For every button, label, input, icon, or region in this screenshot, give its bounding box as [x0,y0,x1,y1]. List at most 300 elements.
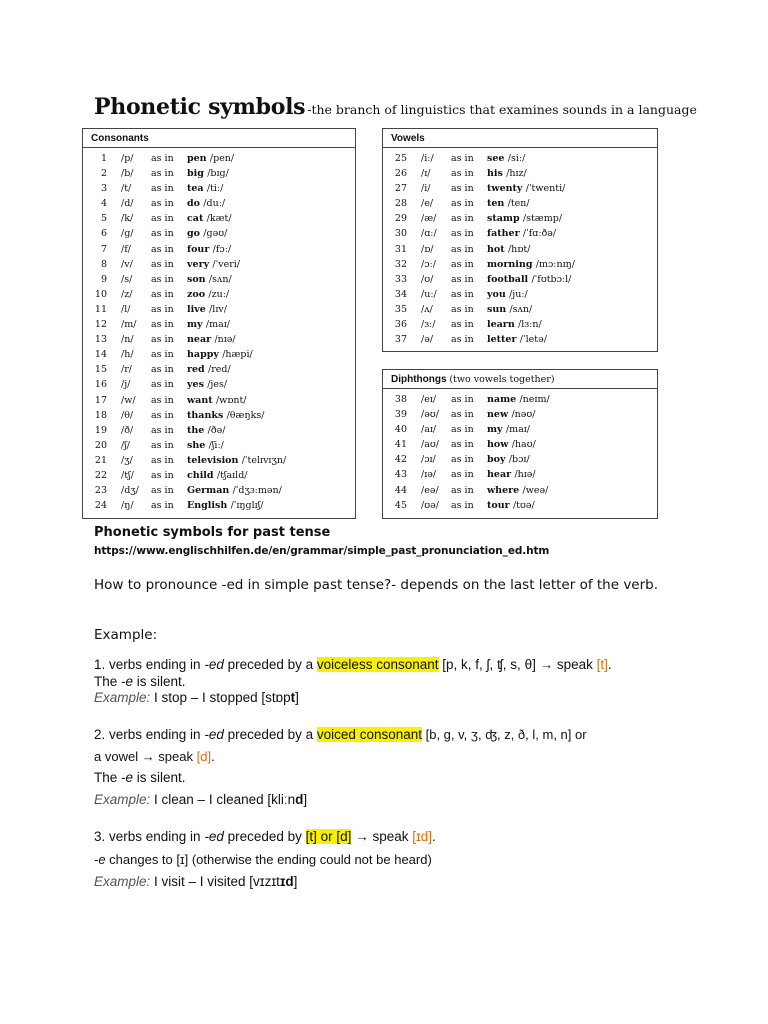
row-number: 15 [94,364,107,376]
table-row [391,226,657,241]
row-word [487,211,562,226]
row-symbol: /h/ [121,349,134,361]
row-word-text: father [487,228,520,240]
row-number: 12 [94,319,107,331]
table-row [91,498,355,513]
table-row [91,483,355,498]
page-title-line [94,94,697,120]
row-symbol: /v/ [121,258,133,270]
row-number: 43 [394,469,407,481]
row-number: 13 [94,334,107,346]
table-row [391,272,657,287]
row-word-text: hot [487,243,505,255]
row-ipa: /tʊə/ [512,499,535,511]
row-ipa: /ˈveri/ [212,258,240,270]
rule-3-example-text: I visit – I visited [vɪzɪt [150,874,280,889]
row-as-in: as in [151,454,174,466]
rule-3-example [94,874,694,889]
table-row [391,242,657,257]
row-ipa: /ˈtelɪvɪʒn/ [241,454,287,466]
row-as-in: as in [151,319,174,331]
rule-1-line [94,657,694,672]
row-symbol: /z/ [121,288,133,300]
row-word-text: morning [487,258,533,270]
row-as-in: as in [451,258,474,270]
row-word-text: learn [487,319,515,331]
row-ipa: /hɪz/ [506,168,527,180]
row-word [487,242,530,257]
row-ipa: /tʃaɪld/ [216,469,248,481]
row-ipa: /duː/ [203,198,226,210]
row-word-text: happy [187,349,219,361]
table-row [391,196,657,211]
row-ipa: /stæmp/ [522,213,563,225]
rule-1-example-close: ] [295,690,299,705]
row-symbol: /ʌ/ [421,303,433,315]
row-word-text: where [487,484,520,496]
row-ipa: /siː/ [507,153,526,164]
row-symbol: /r/ [121,364,132,376]
table-row [91,468,355,483]
row-as-in: as in [151,228,174,240]
row-word [487,166,527,181]
table-row [391,407,657,422]
row-number: 37 [394,334,407,346]
row-as-in: as in [151,485,174,497]
row-word-text: near [187,334,212,346]
row-word [187,302,227,317]
row-ipa: /wɒnt/ [215,394,247,406]
rule-2-example-label: Example: [94,792,151,807]
vowels-table [382,128,658,352]
row-number: 33 [394,273,407,285]
row-number: 18 [94,409,107,421]
row-symbol: /ɔː/ [421,258,436,270]
rule-2-list: [b, g, v, ʒ, ʤ, z, ð, l, m, n] or [422,727,587,742]
row-ipa: /weə/ [522,484,549,496]
row-number: 31 [394,243,407,255]
row-word-text: she [187,439,206,451]
table-row [91,166,355,181]
row-word [487,483,548,498]
row-word [187,408,264,423]
rule-2-line2-text: a vowel → speak [94,749,197,764]
table-row [391,392,657,407]
row-word [187,287,229,302]
row-word-text: football [487,273,529,285]
row-as-in: as in [451,319,474,331]
row-word [487,422,530,437]
rule-1-silent-suffix: is silent. [133,674,186,689]
row-word-text: new [487,409,509,421]
row-word-text: sun [487,303,507,315]
table-row [391,422,657,437]
rule-2-ed: -ed [204,727,224,742]
row-word [487,181,565,196]
row-as-in: as in [451,303,474,315]
row-word [187,151,234,166]
rule-2-prefix: 2. verbs ending in [94,727,205,742]
row-word-text: tour [487,499,510,511]
rule-3-end: . [432,829,436,844]
row-ipa: /bɪg/ [207,168,229,180]
rule-2-middle: preceded by a [223,727,317,742]
row-number: 36 [394,319,407,331]
row-as-in: as in [451,183,474,195]
row-as-in: as in [151,273,174,285]
row-word [187,393,247,408]
row-word-text: big [187,168,204,180]
row-word [187,423,225,438]
row-ipa: /maɪ/ [505,424,531,436]
row-number: 45 [394,499,407,511]
row-number: 21 [94,454,107,466]
row-as-in: as in [151,334,174,346]
row-as-in: as in [451,273,474,285]
table-row [91,151,355,166]
row-ipa: /hɪə/ [514,469,536,481]
table-row [91,347,355,362]
row-number: 30 [394,228,407,240]
rule-1-middle: preceded by a [223,657,317,672]
row-word-text: child [187,469,214,481]
table-row [391,452,657,467]
row-ipa: /maɪ/ [205,319,231,331]
rule-3-prefix: 3. verbs ending in [94,829,205,844]
row-as-in: as in [151,500,174,512]
row-symbol: /ʊə/ [421,499,439,511]
row-symbol: /eə/ [421,484,439,496]
row-number: 5 [100,213,107,225]
row-ipa: /mɔːnɪŋ/ [535,258,575,270]
row-as-in: as in [451,484,474,496]
row-word-text: live [187,303,206,315]
table-row [91,453,355,468]
row-as-in: as in [151,379,174,391]
row-word [187,498,264,513]
row-ipa: /ʃiː/ [208,439,224,451]
table-row [91,408,355,423]
row-ipa: /ˈfɑːðə/ [522,228,557,240]
row-ipa: /ten/ [507,198,530,210]
rule-2-line2 [94,749,694,764]
row-word [187,347,253,362]
row-as-in: as in [151,424,174,436]
rule-1-list: [p, k, f, ʃ, ʧ, s, θ] → speak [438,657,597,672]
row-word [487,407,536,422]
row-number: 26 [394,168,407,180]
row-word-text: stamp [487,213,520,225]
table-row [91,302,355,317]
row-word-text: name [487,394,517,405]
row-word-text: pen [187,153,207,164]
row-symbol: /ð/ [121,424,134,436]
rule-1-example-text: I stop – I stopped [stɒp [150,690,291,705]
row-symbol: /k/ [121,213,134,225]
table-row [91,196,355,211]
page-title: Phonetic symbols [94,94,306,120]
row-word [187,196,225,211]
row-ipa: /ˈdʒɜːmən/ [232,485,282,497]
row-as-in: as in [151,394,174,406]
row-number: 24 [94,500,107,512]
row-symbol: /n/ [121,334,134,346]
row-as-in: as in [151,198,174,210]
row-as-in: as in [151,349,174,361]
row-symbol: /aʊ/ [421,439,439,451]
row-symbol: /ʊ/ [421,273,434,285]
rule-3-list: → speak [351,829,413,844]
row-word-text: hear [487,469,512,481]
row-ipa: /haʊ/ [511,439,536,451]
row-word [487,392,550,407]
row-word-text: English [187,500,228,512]
row-word-text: go [187,228,200,240]
row-number: 17 [94,394,107,406]
row-word-text: boy [487,454,506,466]
row-as-in: as in [451,213,474,225]
table-row [91,423,355,438]
row-ipa: /jes/ [207,379,228,391]
row-word-text: my [187,319,203,331]
row-symbol: /d/ [121,198,134,210]
row-word [187,453,286,468]
row-symbol: /θ/ [121,409,134,421]
row-symbol: /ɪ/ [421,168,431,180]
row-ipa: /sʌn/ [208,273,232,285]
row-number: 4 [100,198,107,210]
row-word-text: cat [187,213,204,225]
row-ipa: /red/ [208,364,231,376]
rule-3-example-bold: ɪd [279,874,294,889]
table-row [91,438,355,453]
row-number: 3 [100,183,107,195]
row-symbol: /ə/ [421,334,434,346]
table-row [391,483,657,498]
rule-2-highlight: voiced consonant [316,727,422,742]
row-symbol: /ɔɪ/ [421,454,436,466]
consonants-table [82,128,356,519]
diphthongs-table [382,369,658,519]
row-word [187,377,227,392]
rule-3-note [94,852,694,867]
row-number: 32 [394,258,407,270]
row-ipa: /ˈɪŋglɪʃ/ [230,500,264,512]
row-number: 22 [94,469,107,481]
row-number: 27 [394,183,407,195]
diphthongs-heading: Diphthongs [391,374,447,385]
table-row [91,272,355,287]
row-word-text: four [187,243,210,255]
row-symbol: /f/ [121,243,131,255]
row-word [487,226,556,241]
row-number: 16 [94,379,107,391]
rule-2-silent [94,770,694,785]
rule-1-end: . [607,657,612,672]
row-as-in: as in [451,394,474,405]
table-row [391,151,657,166]
row-number: 35 [394,303,407,315]
row-word [187,211,232,226]
rule-2-end: . [211,749,215,764]
row-word [487,498,535,513]
row-number: 44 [394,484,407,496]
row-word [487,196,530,211]
row-as-in: as in [151,288,174,300]
row-number: 19 [94,424,107,436]
row-number: 9 [100,273,107,285]
table-row [391,287,657,302]
row-number: 40 [394,424,407,436]
row-symbol: /ʒ/ [121,454,133,466]
table-row [391,166,657,181]
table-row [91,211,355,226]
row-symbol: /b/ [121,168,134,180]
table-row [91,317,355,332]
row-ipa: /bɔɪ/ [508,454,530,466]
rule-1-example [94,690,694,705]
row-ipa: /kæt/ [206,213,232,225]
row-symbol: /aɪ/ [421,424,437,436]
row-word-text: very [187,258,210,270]
row-word-text: twenty [487,183,523,195]
row-as-in: as in [451,334,474,346]
example-heading: Example: [94,627,158,643]
row-word [487,317,542,332]
row-as-in: as in [151,258,174,270]
row-word-text: son [187,273,206,285]
row-word [187,332,236,347]
row-ipa: /nəʊ/ [511,409,536,421]
table-row [391,317,657,332]
row-word [487,437,536,452]
row-ipa: /pen/ [209,153,235,164]
row-word-text: his [487,168,503,180]
rule-1-silent-e: -e [121,674,134,689]
row-as-in: as in [451,198,474,210]
row-ipa: /zuː/ [208,288,230,300]
page-subtitle: -the branch of linguistics that examines sounds in a language [307,102,697,117]
row-ipa: /gəʊ/ [203,228,228,240]
row-word [187,438,224,453]
row-as-in: as in [451,228,474,240]
row-symbol: /t/ [121,183,132,195]
row-symbol: /ɒ/ [421,243,434,255]
table-row [391,181,657,196]
rule-3-ed: -ed [204,829,224,844]
diphthongs-rows [383,389,657,513]
row-symbol: /p/ [121,153,134,164]
row-number: 8 [100,258,107,270]
diphthongs-header [383,370,657,389]
table-row [391,332,657,347]
rule-3-example-label: Example: [94,874,151,889]
row-word-text: television [187,454,239,466]
rule-1-example-label: Example: [94,690,151,705]
row-as-in: as in [451,424,474,436]
rule-2-silent-suffix: is silent. [133,770,186,785]
diphthongs-heading-note: (two vowels together) [449,374,555,385]
row-symbol: /m/ [121,319,137,331]
row-as-in: as in [151,183,174,195]
source-url-link[interactable]: https://www.englischhilfen.de/en/grammar/simple_past_pronunciation_ed.htm [94,545,550,557]
consonants-rows [83,148,355,513]
row-number: 6 [100,228,107,240]
row-as-in: as in [151,469,174,481]
row-word [487,257,575,272]
row-ipa: /hɒt/ [507,243,531,255]
row-ipa: /nɪə/ [214,334,236,346]
row-symbol: /ɪə/ [421,469,437,481]
row-as-in: as in [151,439,174,451]
row-ipa: /lɪv/ [209,303,227,315]
row-ipa: /sʌn/ [509,303,533,315]
row-symbol: /ʃ/ [121,439,130,451]
row-as-in: as in [151,364,174,376]
row-as-in: as in [451,153,474,164]
row-number: 20 [94,439,107,451]
row-ipa: /ˈtwenti/ [525,183,566,195]
row-ipa: /neɪm/ [519,394,550,405]
row-symbol: /ŋ/ [121,500,134,512]
row-ipa: /hæpi/ [222,349,253,361]
row-ipa: /ˈletə/ [519,334,547,346]
rule-1-silent-prefix: The [94,674,122,689]
row-ipa: /juː/ [509,288,528,300]
row-word [187,257,240,272]
row-number: 2 [100,168,107,180]
table-row [391,302,657,317]
row-as-in: as in [151,243,174,255]
rule-2-example-text: I clean – I cleaned [kliːn [150,792,296,807]
row-symbol: /i/ [421,183,431,195]
row-as-in: as in [451,288,474,300]
row-word [487,467,536,482]
row-word-text: want [187,394,213,406]
row-as-in: as in [151,303,174,315]
table-row [91,257,355,272]
row-word-text: the [187,424,205,436]
row-as-in: as in [151,213,174,225]
rule-1-ed: -ed [204,657,224,672]
row-word [187,166,229,181]
rule-2-sound: [d] [196,749,212,764]
table-row [391,498,657,513]
row-symbol: /æ/ [421,213,437,225]
row-word [187,317,230,332]
row-as-in: as in [451,439,474,451]
rule-2-silent-prefix: The [94,770,122,785]
row-word-text: see [487,153,505,164]
row-word-text: tea [187,183,204,195]
rule-2-example-bold: d [295,792,304,807]
row-word [487,287,528,302]
row-word [187,181,223,196]
row-number: 1 [100,153,107,164]
table-row [91,181,355,196]
table-row [91,332,355,347]
row-as-in: as in [451,499,474,511]
row-word-text: do [187,198,200,210]
table-row [91,362,355,377]
row-word-text: zoo [187,288,206,300]
row-word [187,362,231,377]
row-word [487,272,571,287]
row-symbol: /w/ [121,394,136,406]
rule-3-middle: preceded by [223,829,306,844]
row-number: 28 [394,198,407,210]
row-word [487,302,532,317]
